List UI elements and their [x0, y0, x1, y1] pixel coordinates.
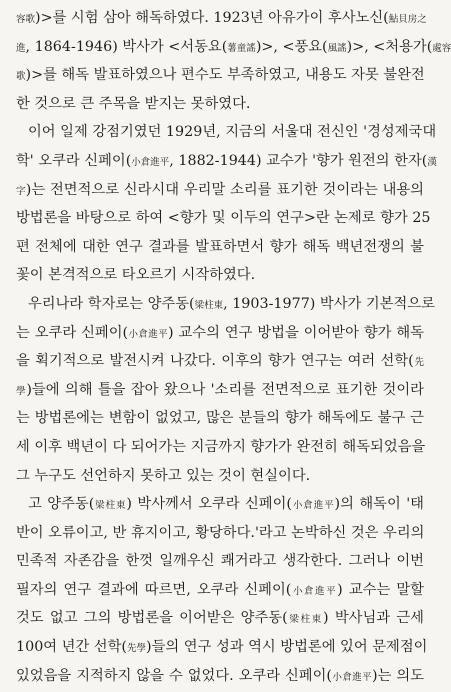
text-line: 歌)>를 해독 발표하였으나 편수도 부족하였고, 내용도 자못 불완전: [16, 67, 425, 84]
text-line: 100여 년간 선학(先學)들의 연구 성과 역시 방법론에 있어 문제점이: [16, 639, 428, 656]
hanja-annotation: 小倉進平: [291, 585, 338, 597]
hanja-annotation: 鮎貝房之: [388, 14, 427, 25]
text-line: 고 양주동(梁柱東) 박사께서 오쿠라 신페이(小倉進平)의 해독이 '태: [28, 496, 424, 513]
hanja-annotation: 先學: [127, 643, 147, 655]
text-line: 세 이후 백년이 다 되어가는 지금까지 향가가 완전히 해독되었음을: [16, 438, 426, 455]
text-line: 容歌)>를 시험 삼아 해독하였다. 1923년 아유가이 후사노신(鮎貝房之: [16, 10, 427, 26]
text-line: 字)는 전면적으로 신라시대 우리말 소리를 표기한 것이라는 내용의: [16, 181, 424, 198]
hanja-annotation: 歌: [16, 71, 26, 83]
text-line: 그 누구도 선언하지 못하고 있는 것이 현실이다.: [16, 467, 311, 484]
text-line: 進, 1864-1946) 박사가 <서동요(薯童謠)>, <풍요(風謠)>, <처용가(處容: [16, 38, 451, 55]
paragraph-3: [16, 290, 435, 490]
hanja-annotation: 小倉進平: [131, 156, 170, 168]
text-line: 는 방법론에는 변함이 없었고, 많은 분들의 향가 해독에도 불구 근: [16, 410, 424, 427]
text-line: 學)들에 의해 틀을 잡아 왔으나 '소리를 전면적으로 표기한 것이라: [16, 381, 424, 398]
text-line: 학' 오쿠라 신페이(小倉進平, 1882-1944) 교수가 '향가 원전의 한자(漢: [16, 152, 437, 169]
text-line: 이어 일제 강점기였던 1929년, 지금의 서울대 전신인 '경성제국대: [28, 124, 437, 141]
text-line: 필자의 연구 결과에 따르면, 오쿠라 신페이(小倉進平) 교수는 말할: [16, 581, 424, 598]
hanja-annotation: 風謠: [327, 42, 347, 54]
paragraph-1: [16, 4, 451, 118]
text-line: 꽃이 본격적으로 타오르기 시작하였다.: [16, 267, 256, 284]
text-line: 한 것으로 큰 주목을 받지는 못하였다.: [16, 95, 251, 112]
hanja-annotation: 梁柱東: [194, 299, 224, 311]
hanja-annotation: 小倉進平: [332, 671, 373, 683]
paragraph-4: [16, 490, 428, 690]
text-line: 편 전체에 대한 연구 결과를 발표하면서 향가 해독 백년전쟁의 불: [16, 238, 424, 255]
hanja-annotation: 進: [16, 42, 26, 54]
text-line: 우리나라 학자로는 양주동(梁柱東, 1903-1977) 박사가 기본적으로: [28, 295, 435, 312]
text-line: 것도 없고 그의 방법론을 이어받은 양주동(梁柱東) 박사님과 근세: [16, 610, 424, 627]
hanja-annotation: 字: [16, 185, 26, 197]
hanja-annotation: 小倉進平: [128, 328, 168, 340]
paragraph-2: [16, 118, 437, 290]
hanja-annotation: 學: [16, 385, 27, 397]
text-line: 있었음을 지적하지 않을 수 없었다. 오쿠라 신페이(小倉進平)는 의도: [16, 667, 424, 684]
text-line: 는 오쿠라 신페이(小倉進平) 교수의 연구 방법을 이어받아 향가 해독: [16, 324, 424, 341]
hanja-annotation: 小倉進平: [292, 500, 335, 512]
text-line: 민족적 자존감을 한껏 일깨우신 쾌거라고 생각한다. 그러나 이번: [16, 553, 424, 570]
hanja-annotation: 梁柱東: [94, 500, 127, 512]
hanja-annotation: 容歌: [16, 14, 36, 25]
text-line: 을 획기적으로 발전시켜 나갔다. 이후의 향가 연구는 여러 선학(先: [16, 353, 424, 370]
hanja-annotation: 先: [413, 357, 424, 369]
hanja-annotation: 漢: [427, 156, 437, 168]
text-line: 방법론을 바탕으로 하여 <향가 및 이두의 연구>란 논제로 향가 25: [16, 210, 431, 227]
hanja-annotation: 薯童謠: [227, 42, 256, 54]
hanja-annotation: 梁柱東: [287, 614, 324, 626]
hanja-annotation: 處容: [432, 42, 451, 54]
text-line: 반이 오류이고, 반 휴지이고, 황당하다.'라고 논박하신 것은 우리의: [16, 524, 425, 541]
